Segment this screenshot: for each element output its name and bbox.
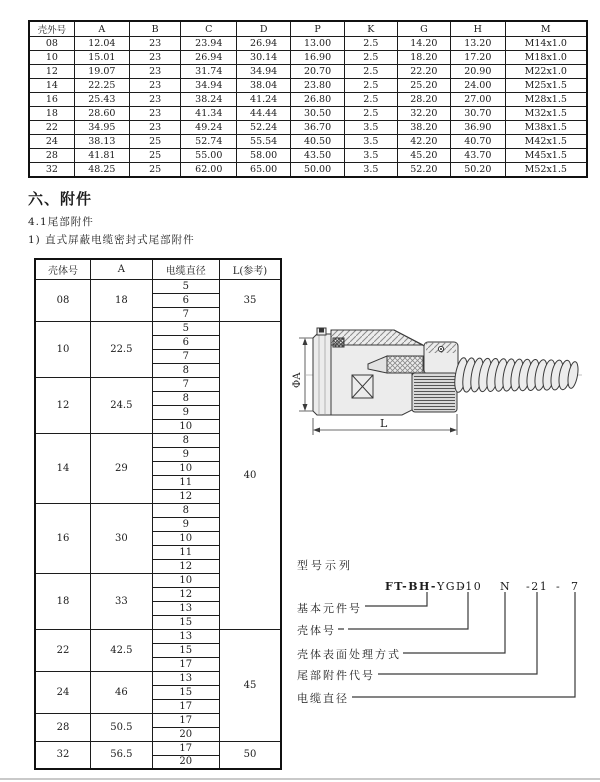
column-header: A	[91, 259, 153, 279]
table-cell: 34.95	[74, 120, 129, 134]
column-header: B	[129, 21, 180, 37]
table-cell: 44.44	[237, 106, 291, 120]
a-dimension-cell: 24.5	[91, 377, 153, 433]
table-cell: 52.74	[181, 134, 237, 148]
table-cell: 41.34	[181, 106, 237, 120]
shell-number-cell: 22	[35, 629, 91, 671]
shell-number-cell: 28	[35, 713, 91, 741]
column-header: H	[451, 21, 506, 37]
table-cell: 34.94	[181, 78, 237, 92]
table-cell: 16.90	[291, 50, 345, 64]
table-cell: 25	[129, 162, 180, 177]
cable-diameter-cell: 20	[152, 755, 219, 769]
table-row	[35, 279, 281, 293]
table-cell: 55.54	[237, 134, 291, 148]
cable-diameter-cell: 17	[152, 713, 219, 727]
model-code-tail: -21	[526, 580, 549, 593]
table-cell: 58.00	[237, 148, 291, 162]
cable-diameter-cell: 8	[152, 433, 219, 447]
table-cell: 36.70	[291, 120, 345, 134]
l-reference-cell: 40	[219, 321, 281, 629]
cable-diameter-cell: 7	[152, 377, 219, 391]
table-cell: 23	[129, 106, 180, 120]
dimension-table	[28, 20, 588, 178]
table-cell: 28.20	[397, 92, 450, 106]
cable-diameter-cell: 12	[152, 489, 219, 503]
table-cell: M38x1.5	[505, 120, 587, 134]
cable-diameter-cell: 12	[152, 587, 219, 601]
table-cell: 25	[129, 134, 180, 148]
table-cell: 36.90	[451, 120, 506, 134]
tail-table-body	[35, 279, 281, 769]
dimension-table-body	[29, 37, 587, 178]
table-row	[35, 741, 281, 755]
table-cell: 2.5	[345, 106, 398, 120]
table-cell: 42.20	[397, 134, 450, 148]
callout-surface-finish: 壳体表面处理方式	[297, 648, 401, 661]
cable-diameter-cell: 17	[152, 699, 219, 713]
shell-number-cell: 08	[35, 279, 91, 321]
cable-diameter-cell: 15	[152, 643, 219, 657]
table-cell: 2.5	[345, 37, 398, 51]
cable-diameter-cell: 11	[152, 475, 219, 489]
table-cell: 23.80	[291, 78, 345, 92]
table-cell: 20.90	[451, 64, 506, 78]
table-cell: 13.20	[451, 37, 506, 51]
table-cell: 30.50	[291, 106, 345, 120]
table-cell: 23.94	[181, 37, 237, 51]
table-cell: 25.43	[74, 92, 129, 106]
table-cell: M18x1.0	[505, 50, 587, 64]
cable-diameter-cell: 15	[152, 685, 219, 699]
cable-diameter-cell: 6	[152, 335, 219, 349]
l-label: L	[380, 417, 388, 430]
cable-diameter-cell: 13	[152, 601, 219, 615]
cable-diameter-cell: 10	[152, 573, 219, 587]
table-cell: M42x1.5	[505, 134, 587, 148]
cable-diameter-cell: 13	[152, 629, 219, 643]
table-cell: M45x1.5	[505, 148, 587, 162]
table-cell: 30.70	[451, 106, 506, 120]
table-cell: M25x1.5	[505, 78, 587, 92]
cable-diameter-cell: 9	[152, 447, 219, 461]
table-cell: 19.07	[74, 64, 129, 78]
column-header: K	[345, 21, 398, 37]
tail-accessory-table	[34, 258, 282, 770]
a-dimension-cell: 46	[91, 671, 153, 713]
cable-diameter-cell: 10	[152, 419, 219, 433]
table-cell: 34.94	[237, 64, 291, 78]
cable-diameter-cell: 8	[152, 503, 219, 517]
table-row	[35, 629, 281, 643]
table-cell: 38.20	[397, 120, 450, 134]
a-dimension-cell: 56.5	[91, 741, 153, 769]
shell-number-cell: 10	[35, 321, 91, 377]
table-cell: 28	[29, 148, 74, 162]
a-dimension-cell: 30	[91, 503, 153, 573]
table-cell: M22x1.0	[505, 64, 587, 78]
cable-diameter-cell: 11	[152, 545, 219, 559]
phi-a-label: ΦA	[292, 372, 303, 388]
model-code-cable: 7	[571, 580, 580, 593]
table-cell: 52.20	[397, 162, 450, 177]
table-row	[29, 106, 587, 120]
cable-diameter-cell: 17	[152, 657, 219, 671]
table-cell: 49.24	[181, 120, 237, 134]
model-series-title: 型号示列	[297, 559, 353, 572]
table-cell: 08	[29, 37, 74, 51]
page-bottom-edge	[0, 778, 600, 780]
table-cell: 27.00	[451, 92, 506, 106]
table-cell: 38.04	[237, 78, 291, 92]
model-code-dash: -	[556, 580, 562, 593]
table-cell: M28x1.5	[505, 92, 587, 106]
cable-diameter-cell: 9	[152, 405, 219, 419]
cable-diameter-cell: 5	[152, 321, 219, 335]
model-code-prefix: FT-BH-	[385, 580, 437, 593]
table-cell: 30.14	[237, 50, 291, 64]
table-cell: 14	[29, 78, 74, 92]
table-cell: 3.5	[345, 148, 398, 162]
table-cell: 2.5	[345, 64, 398, 78]
table-cell: 32	[29, 162, 74, 177]
l-reference-cell: 50	[219, 741, 281, 769]
spring-guard	[453, 357, 580, 393]
table-cell: 23	[129, 37, 180, 51]
column-header: P	[291, 21, 345, 37]
table-cell: 14.20	[397, 37, 450, 51]
connector-drawing	[290, 318, 590, 448]
table-row	[29, 92, 587, 106]
table-cell: 2.5	[345, 50, 398, 64]
a-dimension-cell: 22.5	[91, 321, 153, 377]
table-row	[29, 37, 587, 51]
table-row	[29, 78, 587, 92]
table-cell: 26.94	[237, 37, 291, 51]
table-cell: 65.00	[237, 162, 291, 177]
table-cell: 28.60	[74, 106, 129, 120]
table-cell: 48.25	[74, 162, 129, 177]
section-heading: 六、附件	[28, 190, 93, 208]
table-cell: 20.70	[291, 64, 345, 78]
gland-section	[387, 356, 423, 373]
table-cell: 31.74	[181, 64, 237, 78]
column-header: L(参考)	[219, 259, 281, 279]
table-cell: 2.5	[345, 78, 398, 92]
table-cell: 18.20	[397, 50, 450, 64]
table-cell: 55.00	[181, 148, 237, 162]
callout-tail-accessory-code: 尾部附件代号	[297, 669, 375, 682]
section-subheading-1: 4.1尾部附件	[28, 216, 94, 228]
a-dimension-cell: 29	[91, 433, 153, 503]
a-dimension-cell: 18	[91, 279, 153, 321]
table-cell: 17.20	[451, 50, 506, 64]
seal-detail	[333, 338, 344, 347]
table-row	[29, 162, 587, 177]
table-cell: 18	[29, 106, 74, 120]
table-row	[29, 134, 587, 148]
table-cell: 26.94	[181, 50, 237, 64]
table-cell: 41.24	[237, 92, 291, 106]
table-cell: 38.13	[74, 134, 129, 148]
table-cell: 26.80	[291, 92, 345, 106]
model-code-basic-element: YGD	[437, 580, 467, 593]
cable-diameter-cell: 10	[152, 531, 219, 545]
cable-diameter-cell: 8	[152, 391, 219, 405]
table-cell: 10	[29, 50, 74, 64]
table-cell: 38.24	[181, 92, 237, 106]
table-row	[29, 148, 587, 162]
table-cell: 13.00	[291, 37, 345, 51]
column-header: G	[397, 21, 450, 37]
shell-number-cell: 14	[35, 433, 91, 503]
l-reference-cell: 35	[219, 279, 281, 321]
cable-diameter-cell: 13	[152, 671, 219, 685]
shell-number-cell: 18	[35, 573, 91, 629]
table-cell: 43.50	[291, 148, 345, 162]
table-cell: M52x1.5	[505, 162, 587, 177]
table-cell: 23	[129, 64, 180, 78]
cable-diameter-cell: 8	[152, 363, 219, 377]
cable-diameter-cell: 9	[152, 517, 219, 531]
cable-diameter-cell: 10	[152, 461, 219, 475]
table-cell: 45.20	[397, 148, 450, 162]
table-cell: M14x1.0	[505, 37, 587, 51]
column-header: M	[505, 21, 587, 37]
model-code-shell: -10	[460, 580, 483, 593]
shell-number-cell: 32	[35, 741, 91, 769]
table-cell: 43.70	[451, 148, 506, 162]
a-dimension-cell: 50.5	[91, 713, 153, 741]
table-cell: M32x1.5	[505, 106, 587, 120]
callout-basic-element: 基本元件号	[297, 602, 362, 615]
table-cell: 40.70	[451, 134, 506, 148]
table-cell: 50.20	[451, 162, 506, 177]
shell-number-cell: 16	[35, 503, 91, 573]
a-dimension-cell: 42.5	[91, 629, 153, 671]
table-cell: 12	[29, 64, 74, 78]
table-cell: 23	[129, 50, 180, 64]
cable-diameter-cell: 7	[152, 307, 219, 321]
table-cell: 3.5	[345, 134, 398, 148]
column-header: 壳外号	[29, 21, 74, 37]
table-cell: 23	[129, 78, 180, 92]
dimension-table-header	[29, 21, 587, 37]
table-cell: 23	[129, 120, 180, 134]
cable-diameter-cell: 20	[152, 727, 219, 741]
table-cell: 62.00	[181, 162, 237, 177]
model-code-finish: N	[500, 580, 512, 593]
table-cell: 12.04	[74, 37, 129, 51]
table-cell: 22	[29, 120, 74, 134]
table-cell: 41.81	[74, 148, 129, 162]
table-cell: 40.50	[291, 134, 345, 148]
column-header: D	[237, 21, 291, 37]
table-cell: 24	[29, 134, 74, 148]
table-row	[29, 120, 587, 134]
cable-diameter-cell: 7	[152, 349, 219, 363]
table-row	[29, 64, 587, 78]
callout-shell-number: 壳体号	[297, 624, 336, 637]
table-cell: 22.20	[397, 64, 450, 78]
table-cell: 52.24	[237, 120, 291, 134]
a-dimension-cell: 33	[91, 573, 153, 629]
connector-body	[299, 328, 582, 435]
cable-diameter-cell: 15	[152, 615, 219, 629]
cable-diameter-cell: 5	[152, 279, 219, 293]
tail-table-header	[35, 259, 281, 279]
shell-number-cell: 24	[35, 671, 91, 713]
cable-diameter-cell: 17	[152, 741, 219, 755]
table-cell: 15.01	[74, 50, 129, 64]
l-reference-cell: 45	[219, 629, 281, 741]
table-cell: 22.25	[74, 78, 129, 92]
table-row	[35, 321, 281, 335]
column-header: 电缆直径	[152, 259, 219, 279]
section-subheading-2: 1) 直式屏蔽电缆密封式尾部附件	[28, 234, 195, 246]
cable-diameter-cell: 12	[152, 559, 219, 573]
cable-diameter-cell: 6	[152, 293, 219, 307]
table-cell: 24.00	[451, 78, 506, 92]
shell-number-cell: 12	[35, 377, 91, 433]
column-header: C	[181, 21, 237, 37]
table-cell: 3.5	[345, 120, 398, 134]
table-cell: 23	[129, 92, 180, 106]
table-cell: 25	[129, 148, 180, 162]
table-cell: 3.5	[345, 162, 398, 177]
table-cell: 25.20	[397, 78, 450, 92]
column-header: 壳体号	[35, 259, 91, 279]
table-row	[29, 50, 587, 64]
table-cell: 2.5	[345, 92, 398, 106]
column-header: A	[74, 21, 129, 37]
table-cell: 16	[29, 92, 74, 106]
table-cell: 50.00	[291, 162, 345, 177]
callout-cable-diameter: 电缆直径	[297, 692, 349, 705]
table-cell: 32.20	[397, 106, 450, 120]
